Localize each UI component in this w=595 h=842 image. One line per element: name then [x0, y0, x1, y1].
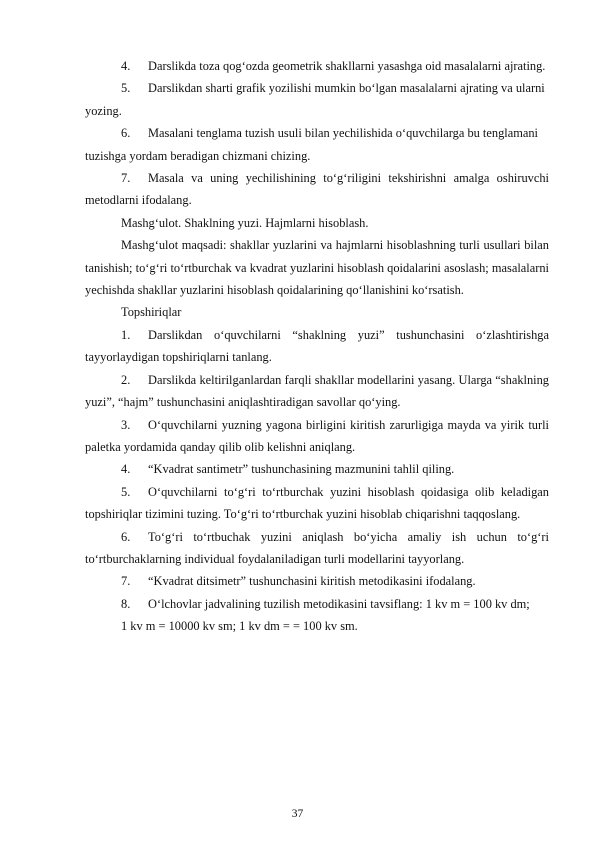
page-number: 37: [291, 808, 304, 820]
item-text: Darslikda keltirilganlardan farqli shakllar modellarini yasang. Ularga “shaklning yuzi”, “hajm” tushunchasini aniqlashtiradigan savollar qo‘ying.: [85, 372, 549, 410]
item-number: 5.: [121, 484, 131, 499]
final-line: 1 kv m = 10000 kv sm; 1 kv dm = = 100 kv sm.: [121, 619, 358, 634]
task-item: [85, 481, 549, 526]
list-item: [85, 55, 549, 77]
item-text: Darslikdan sharti grafik yozilishi mumkin bo‘lgan masalalarni ajrating va ularni yozing.: [85, 81, 545, 118]
list-item: [85, 122, 549, 167]
item-text: To‘g‘ri to‘rtbuchak yuzini aniqlash bo‘yicha amaliy ish uchun to‘g‘ri to‘rtburchaklarning individual foydalaniladigan turli modellarini tayyorlang.: [85, 529, 549, 566]
page-content: [85, 55, 549, 638]
item-number: 6.: [121, 529, 131, 544]
item-number: 4.: [121, 462, 131, 477]
task-item: [85, 369, 549, 414]
lesson-title: Mashg‘ulot. Shaklning yuzi. Hajmlarni hisoblash.: [121, 215, 369, 230]
list-item: [85, 77, 549, 122]
task-item: [85, 458, 549, 480]
item-number: 5.: [121, 81, 131, 96]
task-item: [85, 324, 549, 369]
item-number: 3.: [121, 417, 131, 432]
item-text: Masala va uning yechilishining to‘g‘riligini tekshirishni amalga oshiruvchi metodlarni ifodalang.: [85, 171, 549, 208]
list-item: [85, 167, 549, 212]
lesson-goal: Mashg‘ulot maqsadi: shakllar yuzlarini va hajmlarni hisoblashning turli usullari bilan tanishish; to‘g‘ri to‘rtburchak va kvadrat yuzlarini hisoblash qoidalarini asoslash; masalalarni yechishda shakllar yuzlarini hisoblash qoidalarining qo‘llanishini ko‘rsatish.: [85, 238, 549, 298]
item-number: 7.: [121, 171, 131, 186]
item-text: O‘quvchilarni to‘g‘ri to‘rtburchak yuzini hisoblash qoidasiga olib keladigan topshiriqlar tizimini tuzing. To‘g‘ri to‘rtburchak yuzini hisoblab chiqarishni taqqoslang.: [85, 484, 549, 522]
task-item: [85, 570, 549, 592]
item-number: 2.: [121, 372, 131, 387]
item-number: 8.: [121, 596, 131, 611]
task-item: [85, 526, 549, 571]
item-text: O‘quvchilarni yuzning yagona birligini kiritish zarurligiga mayda va yirik turli paletka yordamida qanday qilib olib kelishni aniqlang.: [85, 417, 549, 454]
item-number: 7.: [121, 574, 131, 589]
item-text: “Kvadrat santimetr” tushunchasining mazmunini tahlil qiling.: [148, 462, 455, 477]
item-text: “Kvadrat ditsimetr” tushunchasini kiritish metodikasini ifodalang.: [148, 574, 476, 589]
item-text: Masalani tenglama tuzish usuli bilan yechilishida o‘quvchilarga bu tenglamani tuzishga yordam beradigan chizmani chizing.: [85, 126, 538, 163]
item-number: 6.: [121, 126, 131, 141]
tasks-heading: Topshiriqlar: [121, 305, 182, 320]
item-number: 4.: [121, 59, 131, 73]
item-number: 1.: [121, 327, 131, 342]
task-item: [85, 593, 549, 615]
task-item: [85, 414, 549, 459]
item-text: Darslikda toza qog‘ozda geometrik shakllarni yasashga oid masalalarni ajrating.: [148, 59, 546, 73]
item-text: Darslikdan o‘quvchilarni “shaklning yuzi” tushunchasini o‘zlashtirishga tayyorlaydigan topshiriqlarni tanlang.: [85, 327, 549, 365]
item-text: O‘lchovlar jadvalining tuzilish metodikasini tavsiflang: 1 kv m = 100 kv dm;: [148, 596, 530, 611]
